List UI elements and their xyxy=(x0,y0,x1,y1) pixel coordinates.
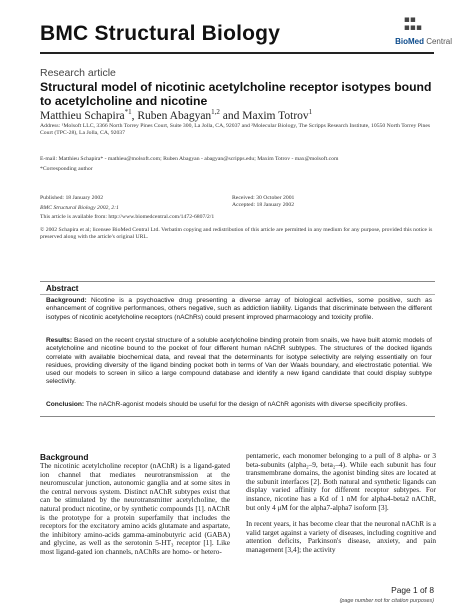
copyright-notice: © 2002 Schapira et al; licensee BioMed Central Ltd. Verbatim copying and redistribution of this article are permitted in any medium for any purpose, provided this notice is preserved along with the article's original URL. xyxy=(40,227,433,241)
abstract-background: Background: Nicotine is a psychoactive drug presenting a diverse array of biological activities, some positive, such as enhancement of cognitive performances, others negative, such as addiction liability. Ligands that discriminate between the different isotypes of nicotinic acetylcholine receptors (nAChRs) could present improved pharmacology and toxicity profile. xyxy=(46,297,432,321)
author-emails: E-mail: Matthieu Schapira* - mathieu@molsoft.com; Ruben Abagyan - abagyan@scripps.edu; Maxim Totrov - max@molsoft.com xyxy=(40,156,339,162)
affiliations: Address: ¹Molsoft LLC, 3366 North Torrey Pines Court, Suite 300, La Jolla, CA, 92037 and ²Molecular Biology, The Scripps Research Institute, 10550 North Torrey Pines Court (TPC-28), La Jolla, CA, 92037 xyxy=(40,123,431,137)
journal-title: BMC Structural Biology xyxy=(40,22,281,45)
journal-masthead xyxy=(0,0,474,56)
body-left-column xyxy=(40,462,230,565)
article-title: Structural model of nicotinic acetylcholine receptor isotypes bound to acetylcholine and nicotine xyxy=(40,80,432,108)
article-url-line[interactable]: This article is available from: http://www.biomedcentral.com/1472-6807/2/1 xyxy=(40,214,215,220)
abstract-rule xyxy=(40,294,435,295)
author-affil-marker: *1 xyxy=(124,108,132,116)
logo-dots-icon: ▪▪ ▪▪▪ xyxy=(403,15,422,33)
body-paragraph: pentameric, each monomer belonging to a pull of 8 alpha- or 3 beta-subunits (alpha₂–9, beta₂–4). While each subunit has four transmembrane domains, the agonist binding sites are located at the subunit interfaces [2]. Both natural and synthetic ligands can display varied affinity for different receptor subtypes. For instance, nicotine has a Kd of 1 nM for alpha4-beta2 nAChR, but only 4 μM for the alpha7-alpha7 isoform [3]. xyxy=(246,451,436,512)
page-number-note: (page number not for citation purposes) xyxy=(339,598,434,604)
biomed-central-logo xyxy=(378,16,452,46)
publication-info xyxy=(40,195,220,213)
author-affil-marker: 1 xyxy=(308,108,313,116)
body-right-column xyxy=(246,452,436,563)
abstract-conclusion: Conclusion: The nAChR-agonist models should be useful for the design of nAChR agonists with diverse specificity profiles. xyxy=(46,401,408,408)
page-number: Page 1 of 8 xyxy=(391,585,434,595)
received-date: Received: 30 October 2001 xyxy=(232,195,295,201)
corresponding-author-note: *Corresponding author xyxy=(40,166,93,172)
accepted-date: Accepted: 18 January 2002 xyxy=(232,202,295,209)
author-name: Matthieu Schapira xyxy=(40,109,125,122)
author-affil-marker: 1,2 xyxy=(211,108,220,116)
section-heading-background: Background xyxy=(40,452,89,462)
body-paragraph: In recent years, it has become clear that the neuronal nAChR is a valid target against a variety of diseases, including cognitive and attention deficits, Parkinson's disease, anxiety, and pain management [3,4]; the activity xyxy=(246,519,436,554)
dates-info xyxy=(232,195,412,210)
author-list: Matthieu Schapira$^{*1}$, Ruben Abagyan$^{1,2}$ and Maxim Totrov$^1$ xyxy=(40,108,313,122)
published-date: Published: 18 January 2002 xyxy=(40,195,104,201)
abstract-results: Results: Based on the recent crystal structure of a soluble acetylcholine binding protein from snails, we have built atomic models of acetylcholine and nicotine bound to the pocket of four different human nAChR subtypes. The structures of the docked ligands correlate with available biochemical data, and reveal that the determinants for isotype selectivity are relying essentially on four residues, providing diversity of the ligand binding pocket both in terms of Van der Waals boundary, and electrostatic potential. We used our models to screen in silico a large compound database and identify a new ligand candidate that could display subtype selectivity. xyxy=(46,337,432,386)
body-paragraph: The nicotinic acetylcholine receptor (nAChR) is a ligand-gated ion channel that mediates neurotransmission at the neuromuscular junction, autonomic ganglia and at some sites in the central nervous system. Distinct nAChR subtypes exist that can be stimulated by the neurotransmitter acetylcholine, the natural product nicotine, or by synthetic compounds [1]. nAChR is the prototype for a protein superfamily that includes the receptors for the excitatory amino acids glutamate and aspartate, the inhibitory amino-acids gamma-aminobutyric acid (GABA) and glycine, as well as the serotonin 5-HT₃ receptor [1]. Like most ligand-gated ion channels, nAChRs are homo- or hetero- xyxy=(40,461,230,556)
citation: BMC Structural Biology 2002, 2:1 xyxy=(40,205,119,212)
article-type: Research article xyxy=(40,67,116,79)
author-name: Maxim Totrov xyxy=(242,109,309,122)
logo-text: BioMed Central xyxy=(395,37,452,46)
author-name: Ruben Abagyan xyxy=(137,109,212,122)
masthead-rule xyxy=(40,52,434,54)
abstract-heading: Abstract xyxy=(46,284,79,293)
